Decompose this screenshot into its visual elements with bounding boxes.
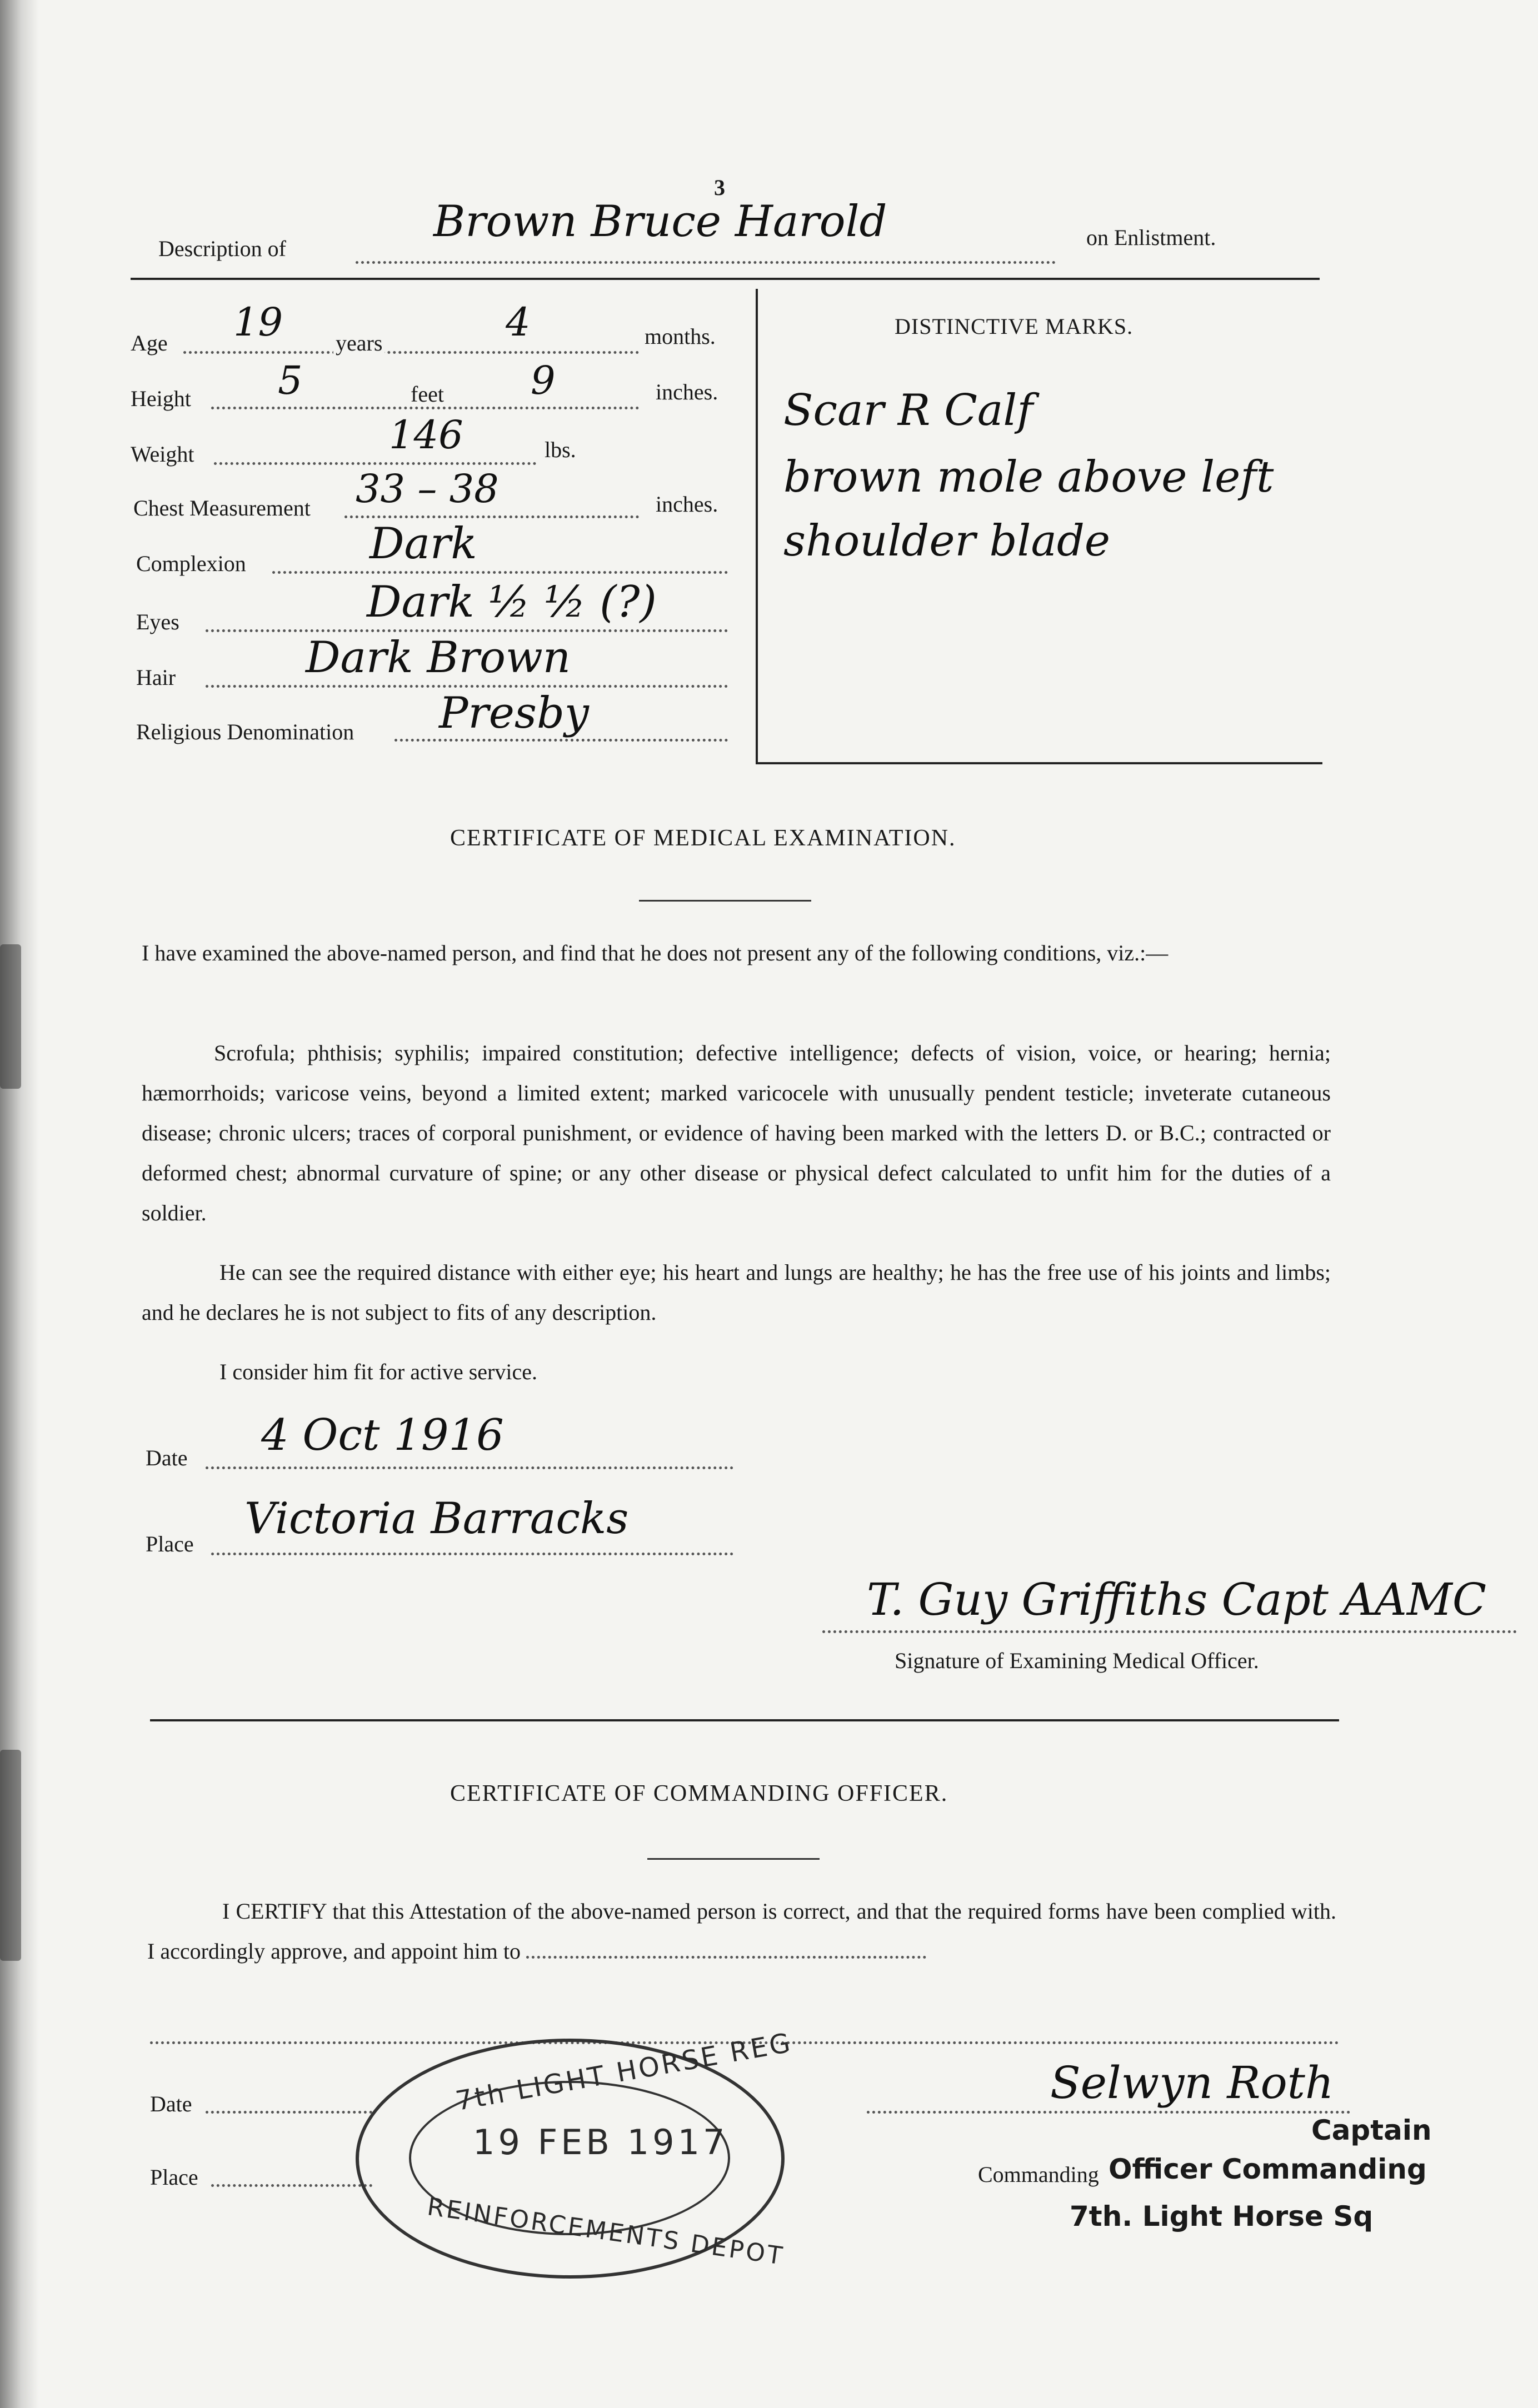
medical-place-value: Victoria Barracks [244,1494,629,1544]
commanding-date-label: Date [150,2091,192,2116]
commanding-officer-signature: Selwyn Roth [1050,2057,1334,2109]
height-feet-value: 5 [278,358,303,403]
dotted-line [183,351,639,354]
dotted-line [206,1466,733,1469]
distinctive-mark-line: shoulder blade [783,516,1111,566]
dotted-line [395,739,728,742]
chest-value: 33 – 38 [356,466,499,512]
section-divider-rule [150,1719,1339,1721]
medical-officer-signature: T. Guy Griffiths Capt AAMC [867,1574,1487,1625]
name-dotted-line [356,261,1056,264]
stamp-unit-text: 7th LIGHT HORSE REG [453,2027,795,2117]
religion-label: Religious Denomination [136,719,354,744]
distinctive-mark-line: brown mole above left [783,452,1274,502]
weight-label: Weight [131,442,194,467]
fit-for-service-statement: I consider him fit for active service. [219,1359,537,1384]
column-divider [756,289,758,764]
inches-label: inches. [656,379,718,404]
description-label: Description of [158,236,286,261]
stamp-rank-captain: Captain [1311,2114,1432,2146]
commanding-place-label: Place [150,2165,198,2190]
dotted-line [211,1553,733,1555]
commanding-certificate-heading: CERTIFICATE OF COMMANDING OFFICER. [450,1781,948,1806]
medical-date-value: 4 Oct 1916 [261,1410,504,1460]
on-enlistment-label: on Enlistment. [1086,225,1216,250]
reinforcements-depot-stamp [356,2027,795,2279]
dotted-line [206,2111,372,2114]
height-inches-value: 9 [531,358,556,403]
scan-blot [0,944,21,1089]
complexion-value: Dark [369,519,477,569]
dotted-line [211,2184,372,2187]
hair-label: Hair [136,665,176,690]
heading-underline [647,1858,820,1860]
commanding-signature-dotted-line [867,2111,1350,2114]
dotted-line [214,462,536,465]
lbs-label: lbs. [545,437,576,462]
medical-place-label: Place [146,1531,194,1556]
distinctive-mark-line: Scar R Calf [783,386,1033,435]
stamp-depot-text: REINFORCEMENTS DEPOT [425,2192,786,2271]
dotted-line [272,571,728,574]
medical-certificate-heading: CERTIFICATE OF MEDICAL EXAMINATION. [450,825,956,851]
signature-caption: Signature of Examining Medical Officer. [895,1648,1259,1673]
age-months-value: 4 [506,299,531,345]
header-rule [131,278,1320,280]
stamp-unit-name: 7th. Light Horse Sq [1070,2200,1374,2232]
signature-dotted-line [822,1630,1517,1633]
dotted-line [206,685,728,688]
age-years-value: 19 [233,299,283,345]
stamp-date: 19 FEB 1917 [473,2122,728,2162]
scan-blot [0,1750,21,1961]
eyes-value: Dark ½ ½ (?) [367,577,657,627]
chest-unit-label: inches. [656,492,718,517]
medical-fitness-paragraph: He can see the required distance with either eye; his heart and lungs are healthy; he has the free use of his joints and limbs; and he declares he is not subject to fits of any description. [142,1260,1331,1325]
years-label: years [333,332,384,354]
dotted-line [344,515,639,518]
page-number: 3 [714,175,725,200]
particulars-bottom-rule [756,762,1322,764]
age-label: Age [131,331,168,356]
complexion-label: Complexion [136,551,246,576]
stamp-officer-commanding: Officer Commanding [1108,2153,1427,2185]
scan-edge-shadow [0,0,39,2408]
enlistee-name: Brown Bruce Harold [433,197,887,247]
dotted-line [206,629,728,632]
feet-label: feet [408,383,446,405]
commanding-certify-paragraph: I CERTIFY that this Attestation of the above-named person is correct, and that the required forms have been complied with. I accordingly approve, and appoint him to [147,1899,1336,1964]
months-label: months. [645,324,716,349]
medical-conditions-paragraph: Scrofula; phthisis; syphilis; impaired constitution; defective intelligence; defects of vision, voice, or hearing; hernia; hæmorrhoids; varicose veins, beyond a limited extent; marked varicocele with unusually pendent testicle; inveterate cutaneous disease; chronic ulcers; traces of corporal punishment, or evidence of having been marked with the letters D. or B.C.; contracted or deformed chest; abnormal curvature of spine; or any other disease or physical defect calculated to unfit him for the duties of a soldier. [142,1040,1331,1225]
medical-intro-paragraph: I have examined the above-named person, and find that he does not present any of the following conditions, viz.:— [142,940,1169,965]
distinctive-marks-heading: DISTINCTIVE MARKS. [895,314,1133,339]
hair-value: Dark Brown [306,633,571,683]
eyes-label: Eyes [136,609,179,634]
medical-date-label: Date [146,1445,188,1470]
heading-underline [639,900,811,902]
religion-value: Presby [439,688,589,738]
height-label: Height [131,386,191,411]
weight-value: 146 [389,412,463,458]
commanding-label: Commanding [978,2162,1099,2187]
chest-label: Chest Measurement [133,495,311,520]
dotted-line [211,407,639,409]
